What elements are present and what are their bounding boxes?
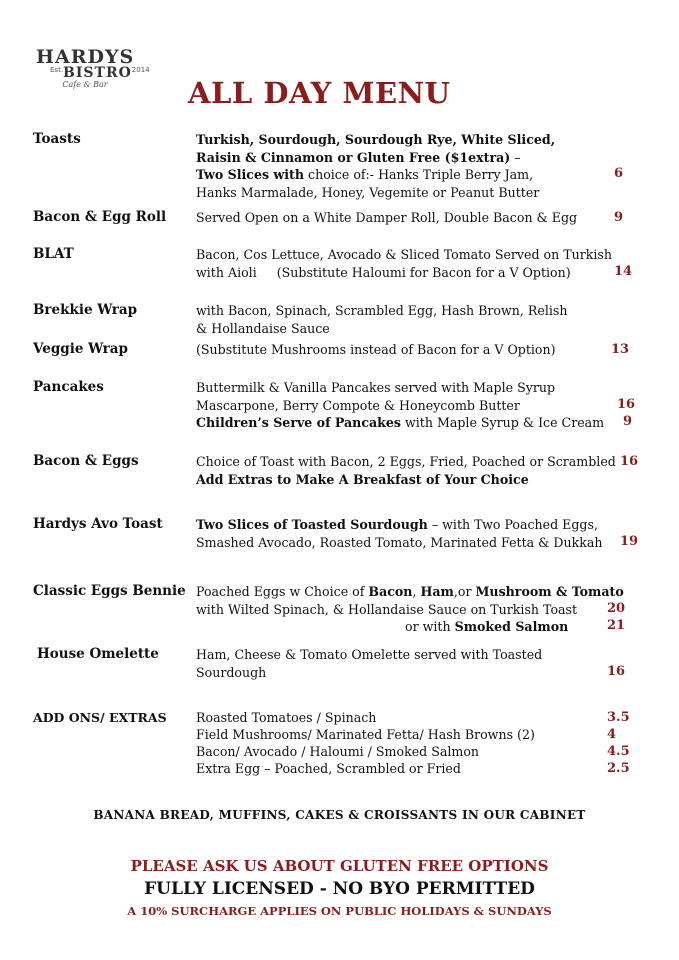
cabinet-note: BANANA BREAD, MUFFINS, CAKES & CROISSANTS IN OUR CABINET [93,808,586,822]
desc-line: Bacon, Cos Lettuce, Avocado & Sliced Tomato Served on Turkish [196,247,613,262]
item-price: 6 [614,166,624,181]
desc-line: Mascarpone, Berry Compote & Honeycomb Butter [196,397,520,413]
desc-line-bold: Smoked Salmon [454,619,569,634]
desc-line: Choice of Toast with Bacon, 2 Eggs, Fried, Poached or Scrambled [196,454,616,469]
item-name: ADD ONS/ EXTRAS [33,710,167,725]
addon-text: Field Mushrooms/ Marinated Fetta/ Hash Browns (2) [196,727,535,742]
item-description [196,646,656,681]
item-description [196,453,656,488]
item-description [196,246,656,281]
desc-line-bold: Ham [420,584,454,599]
item-price: 14 [614,264,633,279]
item-price: 9 [614,210,624,225]
item-description [196,583,656,636]
addon-price: 4.5 [607,744,630,759]
item-name: Bacon & Egg Roll [33,209,167,225]
desc-line: – [510,149,521,165]
bistro-logo [36,46,150,104]
desc-line: Turkish, Sourdough, Sourdough Rye, White Sliced, [196,132,556,147]
logo-year: 2014 [131,66,150,74]
desc-line: Ham, Cheese & Tomato Omelette served with Toasted [196,647,543,662]
licensed-note: FULLY LICENSED - NO BYO PERMITTED [144,879,535,899]
item-price: 16 [607,664,626,679]
item-price: 13 [611,342,630,357]
item-name: Pancakes [33,379,104,395]
item-price-salmon: 21 [607,618,626,633]
item-name: Bacon & Eggs [33,453,139,469]
desc-line: or with [405,619,455,634]
gluten-free-note: PLEASE ASK US ABOUT GLUTEN FREE OPTIONS [130,857,549,875]
desc-line: Hanks Marmalade, Honey, Vegemite or Peanut Butter [196,184,540,200]
item-description: (Substitute Mushrooms instead of Bacon for a V Option) [196,342,556,357]
item-name: Veggie Wrap [33,341,128,357]
addon-price: 4 [607,727,617,742]
addon-price: 2.5 [607,761,630,776]
desc-line-bold: Raisin & Cinnamon or Gluten Free ($1extra) [196,149,511,165]
logo-est-row [36,65,150,81]
logo-est: Est. [50,66,64,74]
desc-line: Smashed Avocado, Roasted Tomato, Marinated Fetta & Dukkah [196,534,603,550]
desc-line-bold: Two Slices of Toasted Sourdough [196,517,428,532]
desc-line: , [412,584,421,599]
desc-line: choice of:- Hanks Triple Berry Jam, [304,167,534,182]
addon-text: Bacon/ Avocado / Haloumi / Smoked Salmon [196,744,480,759]
desc-line-bold: Bacon [368,584,413,599]
menu-title: ALL DAY MENU [188,76,451,110]
item-price: 20 [607,601,626,616]
item-price-kids: 9 [623,414,633,429]
desc-line: with Bacon, Spinach, Scrambled Egg, Hash Brown, Relish [196,303,568,318]
desc-line-bold: Add Extras to Make A Breakfast of Your Choice [196,471,529,487]
desc-line: & Hollandaise Sauce [196,320,330,336]
item-name: Hardys Avo Toast [33,516,163,532]
addon-text: Roasted Tomatoes / Spinach [196,710,377,725]
item-description [196,379,656,432]
addon-text: Extra Egg – Poached, Scrambled or Fried [196,761,461,776]
item-description [196,516,656,551]
item-name: Brekkie Wrap [33,302,138,318]
desc-line: Poached Eggs w Choice of [196,584,369,599]
item-name: House Omelette [37,646,159,662]
desc-line-bold: Mushroom & Tomato [475,584,624,599]
item-name: BLAT [33,246,74,262]
desc-line: Buttermilk & Vanilla Pancakes served with Maple Syrup [196,380,556,395]
desc-line: with Wilted Spinach, & Hollandaise Sauce on Turkish Toast [196,601,578,617]
desc-line: Sourdough [196,664,267,680]
item-description: Served Open on a White Damper Roll, Double Bacon & Egg [196,210,578,225]
item-price: 16 [617,397,636,412]
logo-line-1: HARDYS [36,46,135,68]
addon-price: 3.5 [607,710,630,725]
logo-tagline: Cafe & Bar [62,80,108,89]
desc-line-bold: Children’s Serve of Pancakes [196,415,401,430]
desc-line: ,or [453,584,476,599]
desc-line-bold: Two Slices with [196,167,305,182]
item-description [196,131,656,201]
desc-line: with Maple Syrup & Ice Cream [400,415,605,430]
logo-line-2: BISTRO [63,65,132,81]
item-price: 16 [620,454,639,469]
item-price: 19 [620,534,639,549]
item-description [196,302,656,337]
item-name: Classic Eggs Bennie [33,583,186,599]
desc-line: with Aioli (Substitute Haloumi for Bacon for a V Option) [196,264,571,280]
desc-line: – with Two Poached Eggs, [427,517,598,532]
surcharge-note: A 10% SURCHARGE APPLIES ON PUBLIC HOLIDAYS & SUNDAYS [127,904,552,918]
item-name: Toasts [33,131,81,147]
